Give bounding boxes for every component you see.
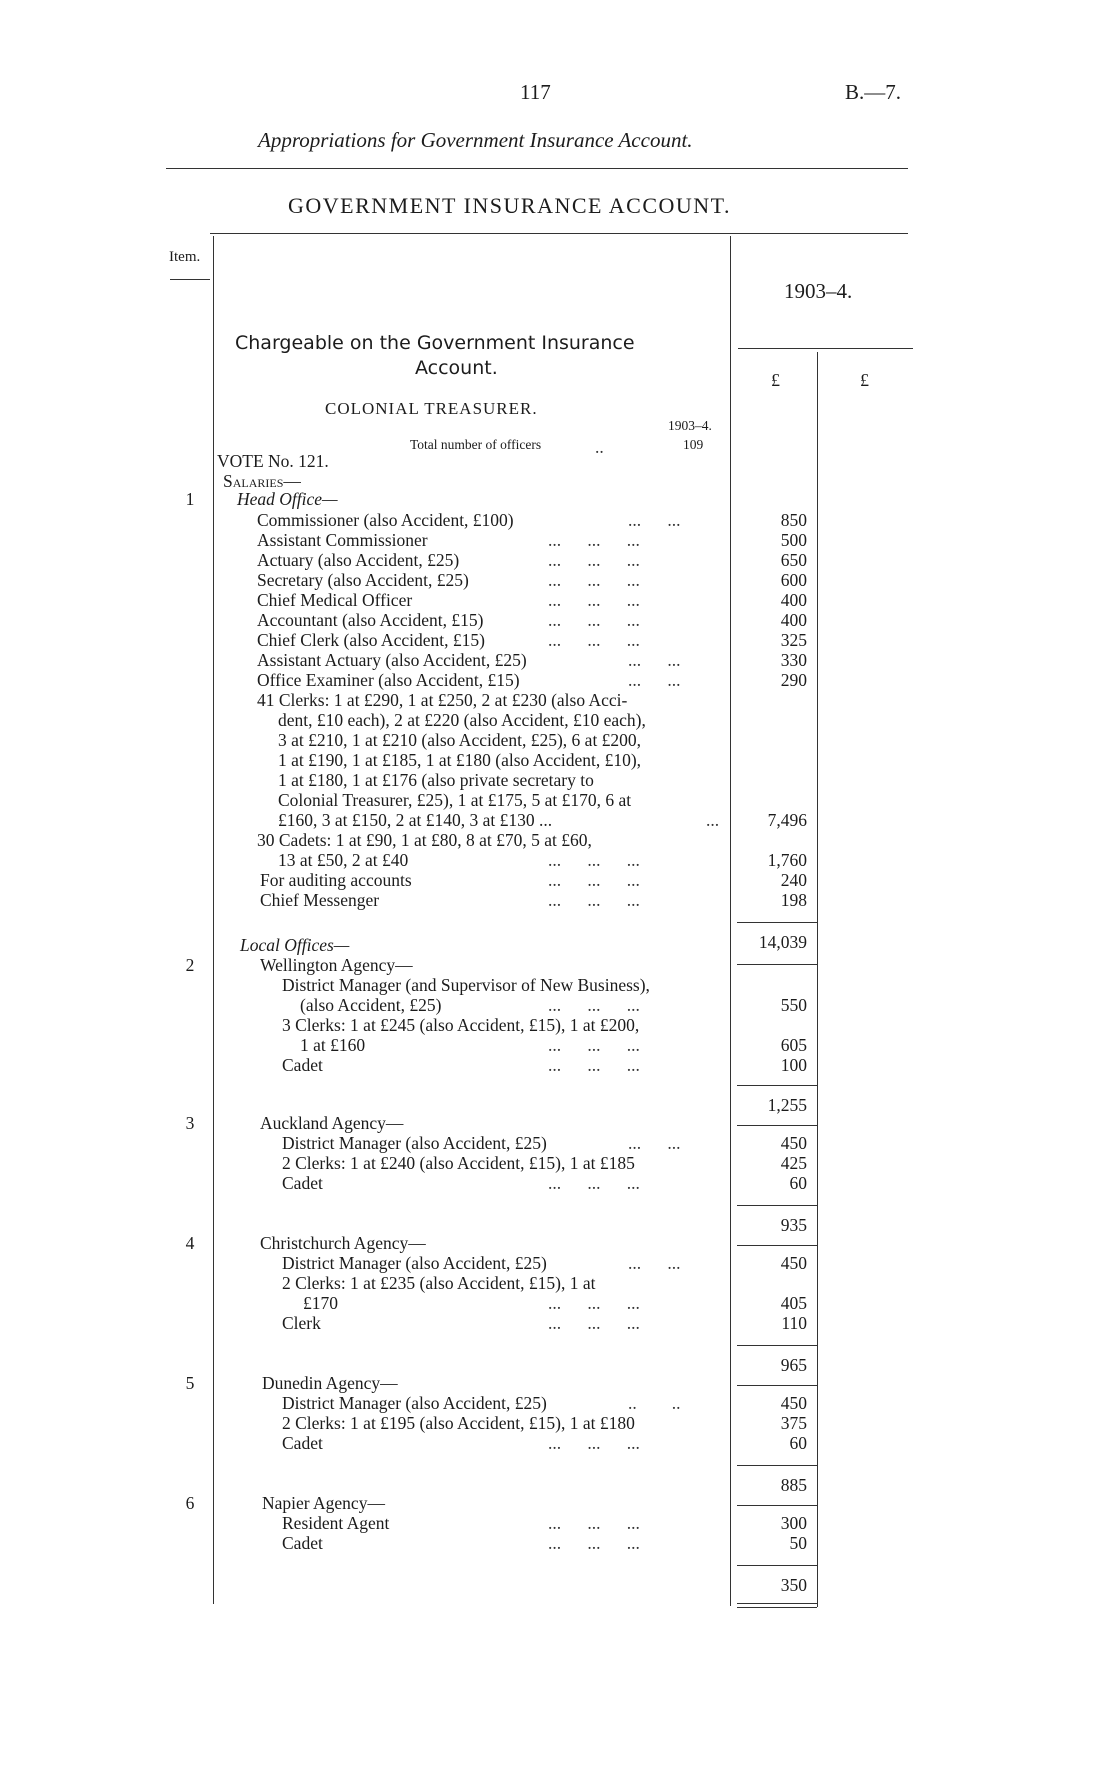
line-item: Assistant Commissioner bbox=[257, 530, 428, 550]
leader-dots: ... ... ... bbox=[548, 850, 640, 870]
item-total: 1,255 bbox=[767, 1095, 807, 1115]
pound-sign-column-1: £ bbox=[771, 370, 780, 390]
line-amount: 500 bbox=[780, 530, 807, 550]
messenger-text: Chief Messenger bbox=[260, 890, 380, 910]
manager-amount: 450 bbox=[780, 1253, 807, 1273]
subtotal-rule bbox=[737, 1465, 817, 1466]
clerks-text: 1 at £190, 1 at £185, 1 at £180 (also Accident, £10), bbox=[278, 750, 642, 770]
leader-dots: ... ... ... bbox=[548, 1433, 640, 1453]
leader-dots: ... ... ... bbox=[548, 610, 640, 630]
auditing-amount: 240 bbox=[780, 870, 807, 890]
clerks-text: Colonial Treasurer, £25), 1 at £175, 5 at £170, 6 at bbox=[278, 790, 632, 810]
item-number: 6 bbox=[185, 1493, 195, 1513]
clerks-amount: 7,496 bbox=[767, 810, 807, 830]
item-column-divider bbox=[213, 236, 214, 1604]
item-header-rule bbox=[170, 279, 210, 280]
officers-year: 1903–4. bbox=[668, 418, 712, 433]
manager-text: District Manager (also Accident, £25) bbox=[282, 1393, 547, 1413]
manager-amount: 550 bbox=[780, 995, 807, 1015]
item-number: 4 bbox=[185, 1233, 195, 1253]
line-amount: 400 bbox=[780, 590, 807, 610]
group-heading: Head Office— bbox=[237, 489, 338, 509]
clerks-text: 3 at £210, 1 at £210 (also Accident, £25), 6 at £200, bbox=[278, 730, 642, 750]
leader-dots: ... ... bbox=[628, 670, 681, 690]
clerks-amount: 425 bbox=[780, 1153, 807, 1173]
clerks-amount: 605 bbox=[780, 1035, 807, 1055]
line-amount: 330 bbox=[780, 650, 807, 670]
agent-amount: 300 bbox=[780, 1513, 807, 1533]
agent-text: Resident Agent bbox=[282, 1513, 390, 1533]
vote-number: VOTE No. 121. bbox=[217, 451, 329, 471]
year-header-rule bbox=[738, 348, 913, 349]
agency-heading: Christchurch Agency— bbox=[260, 1233, 426, 1253]
leader-dots: ... ... ... bbox=[548, 1533, 640, 1553]
line-item: Chief Medical Officer bbox=[257, 590, 413, 610]
line-item: Chief Clerk (also Accident, £15) bbox=[257, 630, 485, 650]
cadet-text: Cadet bbox=[282, 1433, 323, 1453]
clerks-text: £160, 3 at £150, 2 at £140, 3 at £130 ... bbox=[278, 810, 553, 830]
subtotal-rule bbox=[737, 922, 817, 923]
salaries-heading: Salaries— bbox=[223, 471, 301, 491]
item-total: 935 bbox=[780, 1215, 807, 1235]
manager-amount: 450 bbox=[780, 1133, 807, 1153]
cadet-text: Cadet bbox=[282, 1533, 323, 1553]
cadets-amount: 1,760 bbox=[767, 850, 807, 870]
total-rule bbox=[737, 1125, 817, 1126]
cadet-text: Cadet bbox=[282, 1055, 323, 1075]
clerks-text: dent, £10 each), 2 at £220 (also Accident, £10 each), bbox=[278, 710, 646, 730]
line-item: Assistant Actuary (also Accident, £25) bbox=[257, 650, 527, 670]
clerks-text: 2 Clerks: 1 at £195 (also Accident, £15), 1 at £180 bbox=[282, 1413, 635, 1433]
line-item: Commissioner (also Accident, £100) bbox=[257, 510, 514, 530]
clerks-text: 2 Clerks: 1 at £240 (also Accident, £15), 1 at £185 bbox=[282, 1153, 635, 1173]
total-rule bbox=[737, 1245, 817, 1246]
clerks-text: 3 Clerks: 1 at £245 (also Accident, £15), 1 at £200, bbox=[282, 1015, 640, 1035]
total-rule bbox=[737, 1505, 817, 1506]
total-rule bbox=[737, 1607, 817, 1608]
leader-dots: ... ... ... bbox=[548, 1035, 640, 1055]
item-total: 350 bbox=[780, 1575, 807, 1595]
clerks-amount: 375 bbox=[780, 1413, 807, 1433]
leader-dots: ... ... ... bbox=[548, 570, 640, 590]
subtotal-rule bbox=[737, 1085, 817, 1086]
cadet-amount: 60 bbox=[789, 1173, 807, 1193]
officers-count: 109 bbox=[683, 437, 704, 452]
line-amount: 850 bbox=[780, 510, 807, 530]
table-top-rule bbox=[210, 233, 908, 234]
total-rule bbox=[737, 1603, 817, 1604]
clerks-text: 2 Clerks: 1 at £235 (also Accident, £15), 1 at bbox=[282, 1273, 596, 1293]
clerk-amount: 110 bbox=[781, 1313, 807, 1333]
item-number: 3 bbox=[185, 1113, 195, 1133]
agency-heading: Wellington Agency— bbox=[260, 955, 413, 975]
amount-column-divider bbox=[817, 352, 818, 1607]
manager-text: (also Accident, £25) bbox=[300, 995, 442, 1015]
manager-text: District Manager (also Accident, £25) bbox=[282, 1133, 547, 1153]
leader-dots: ... ... ... bbox=[548, 530, 640, 550]
page-number: 117 bbox=[520, 80, 551, 104]
line-item: Secretary (also Accident, £25) bbox=[257, 570, 469, 590]
item-column-header: Item. bbox=[169, 249, 201, 265]
clerks-text: 1 at £160 bbox=[300, 1035, 366, 1055]
line-item: Actuary (also Accident, £25) bbox=[257, 550, 460, 570]
clerks-text: £170 bbox=[303, 1293, 338, 1313]
leader-dots: ... ... ... bbox=[548, 995, 640, 1015]
cadet-text: Cadet bbox=[282, 1173, 323, 1193]
leader-dots: ... ... ... bbox=[548, 1293, 640, 1313]
auditing-text: For auditing accounts bbox=[260, 870, 412, 890]
leader-dots: ... ... ... bbox=[548, 1513, 640, 1533]
leader-dots: .. .. bbox=[628, 1393, 681, 1413]
leader-dots: ... ... bbox=[628, 1133, 681, 1153]
item-number: 2 bbox=[185, 955, 195, 975]
leader-dots: ... ... bbox=[628, 650, 681, 670]
leader-dots: ... ... ... bbox=[548, 1173, 640, 1193]
line-amount: 600 bbox=[780, 570, 807, 590]
leader-dots: ... ... ... bbox=[548, 890, 640, 910]
line-amount: 650 bbox=[780, 550, 807, 570]
manager-text: District Manager (also Accident, £25) bbox=[282, 1253, 547, 1273]
item-number: 5 bbox=[185, 1373, 195, 1393]
line-amount: 290 bbox=[780, 670, 807, 690]
total-rule bbox=[737, 1385, 817, 1386]
cadet-amount: 50 bbox=[789, 1533, 807, 1553]
item-total: 885 bbox=[780, 1475, 807, 1495]
header-rule bbox=[166, 168, 908, 169]
line-item: Office Examiner (also Accident, £15) bbox=[257, 670, 520, 690]
manager-amount: 450 bbox=[780, 1393, 807, 1413]
total-rule bbox=[737, 964, 817, 965]
year-header: 1903–4. bbox=[784, 279, 853, 303]
messenger-amount: 198 bbox=[780, 890, 807, 910]
agency-heading: Napier Agency— bbox=[262, 1493, 385, 1513]
subtotal-rule bbox=[737, 1205, 817, 1206]
line-amount: 400 bbox=[780, 610, 807, 630]
clerks-text: 41 Clerks: 1 at £290, 1 at £250, 2 at £230 (also Acci- bbox=[257, 690, 628, 710]
document-code: B.—7. bbox=[845, 80, 902, 104]
page-subtitle: Appropriations for Government Insurance Account. bbox=[258, 128, 693, 152]
item-number: 1 bbox=[185, 489, 195, 509]
department-heading: COLONIAL TREASURER. bbox=[325, 399, 538, 418]
leader-dots: ... ... ... bbox=[548, 1055, 640, 1075]
cadets-text: 30 Cadets: 1 at £90, 1 at £80, 8 at £70, 5 at £60, bbox=[257, 830, 592, 850]
local-offices-heading: Local Offices— bbox=[240, 935, 350, 955]
item-total: 965 bbox=[780, 1355, 807, 1375]
leader-dots: ... ... ... bbox=[548, 630, 640, 650]
leader-dots: ... ... ... bbox=[548, 590, 640, 610]
line-amount: 325 bbox=[780, 630, 807, 650]
chargeable-heading: Chargeable on the Government Insurance bbox=[235, 332, 635, 354]
cadet-amount: 100 bbox=[780, 1055, 807, 1075]
leader-dots: ... ... bbox=[628, 510, 681, 530]
agency-heading: Auckland Agency— bbox=[260, 1113, 404, 1133]
manager-text: District Manager (and Supervisor of New Business), bbox=[282, 975, 650, 995]
agency-heading: Dunedin Agency— bbox=[262, 1373, 398, 1393]
clerk-text: Clerk bbox=[282, 1313, 321, 1333]
officers-label: Total number of officers bbox=[410, 437, 542, 452]
cadet-amount: 60 bbox=[789, 1433, 807, 1453]
officers-leader-dots: .. bbox=[595, 437, 604, 457]
page-title: GOVERNMENT INSURANCE ACCOUNT. bbox=[288, 193, 731, 218]
leader-dots: ... ... ... bbox=[548, 550, 640, 570]
item-total: 14,039 bbox=[758, 932, 807, 952]
leader-dots: ... ... bbox=[628, 1253, 681, 1273]
leader-dots: ... bbox=[706, 810, 720, 830]
clerks-amount: 405 bbox=[780, 1293, 807, 1313]
leader-dots: ... ... ... bbox=[548, 870, 640, 890]
cadets-text: 13 at £50, 2 at £40 bbox=[278, 850, 409, 870]
leader-dots: ... ... ... bbox=[548, 1313, 640, 1333]
subtotal-rule bbox=[737, 1345, 817, 1346]
line-item: Accountant (also Accident, £15) bbox=[257, 610, 484, 630]
clerks-text: 1 at £180, 1 at £176 (also private secretary to bbox=[278, 770, 594, 790]
pound-sign-column-2: £ bbox=[860, 370, 869, 390]
subtotal-rule bbox=[737, 1565, 817, 1566]
chargeable-heading-cont: Account. bbox=[415, 357, 498, 379]
description-column-divider bbox=[730, 236, 731, 1606]
